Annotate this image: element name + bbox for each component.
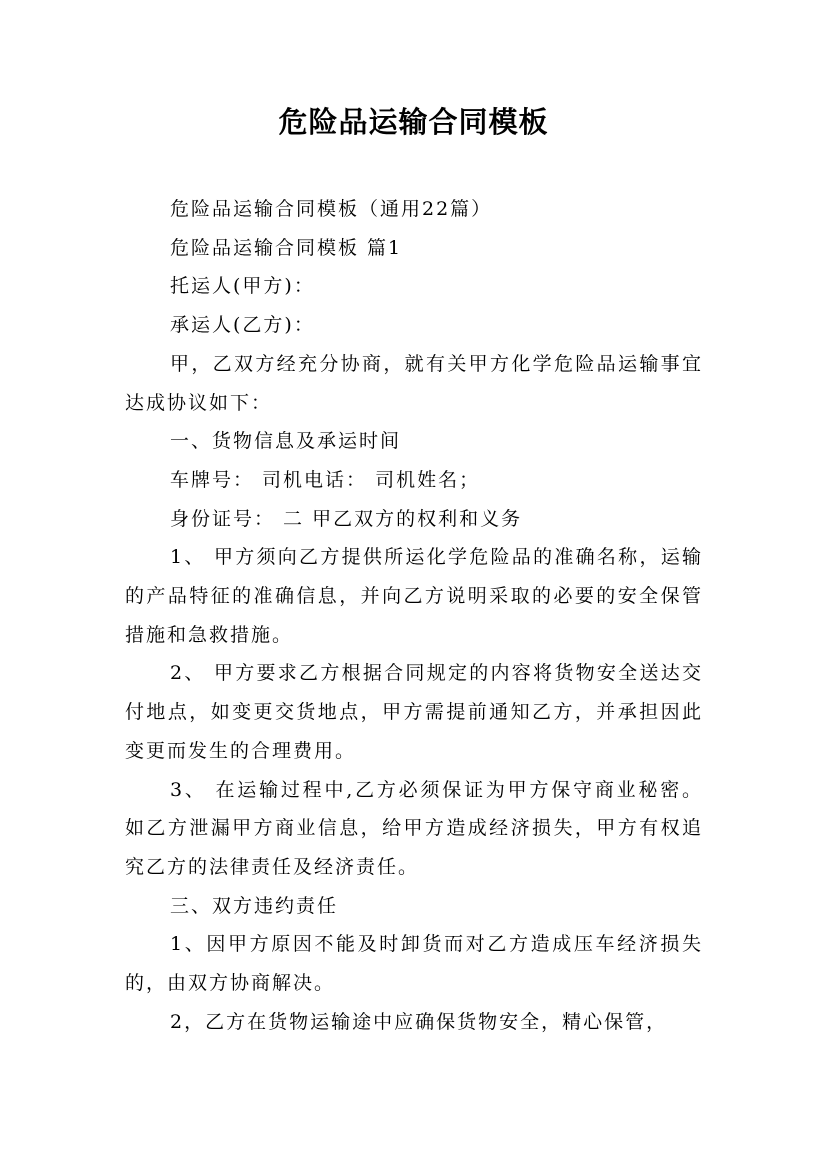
agreement-intro: 甲，乙双方经充分协商，就有关甲方化学危险品运输事宜达成协议如下：: [125, 352, 703, 414]
breach-clause-1: 1、因甲方原因不能及时卸货而对乙方造成压车经济损失的，由双方协商解决。: [125, 933, 703, 995]
clause-1: 1、 甲方须向乙方提供所运化学危险品的准确名称，运输的产品特征的准确信息，并向乙方说明采取的必要的安全保管措施和急救措施。: [125, 546, 703, 646]
clause-2: 2、 甲方要求乙方根据合同规定的内容将货物安全送达交付地点，如变更交货地点，甲方需提前通知乙方，并承担因此变更而发生的合理费用。: [125, 662, 703, 762]
section-heading-breach: 三、双方违约责任: [170, 894, 339, 917]
breach-clause-2: 2，乙方在货物运输途中应确保货物安全，精心保管，: [170, 1010, 668, 1033]
vehicle-driver-line: 车牌号： 司机电话： 司机姓名；: [170, 468, 481, 491]
section-heading-cargo-info: 一、货物信息及承运时间: [170, 430, 402, 453]
collection-heading: 危险品运输合同模板（通用22篇）: [170, 198, 493, 220]
document-title: 危险品运输合同模板: [278, 105, 549, 139]
document-body: [125, 190, 703, 1041]
shipper-line: 托运人(甲方)：: [170, 275, 315, 298]
article-heading: 危险品运输合同模板 篇1: [170, 236, 403, 259]
carrier-line: 承运人(乙方)：: [170, 314, 315, 337]
id-and-section-two-line: 身份证号： 二 甲乙双方的权利和义务: [170, 507, 523, 530]
clause-3: 3、 在运输过程中,乙方必须保证为甲方保守商业秘密。如乙方泄漏甲方商业信息，给甲方造成经济损失，甲方有权追究乙方的法律责任及经济责任。: [125, 778, 703, 878]
